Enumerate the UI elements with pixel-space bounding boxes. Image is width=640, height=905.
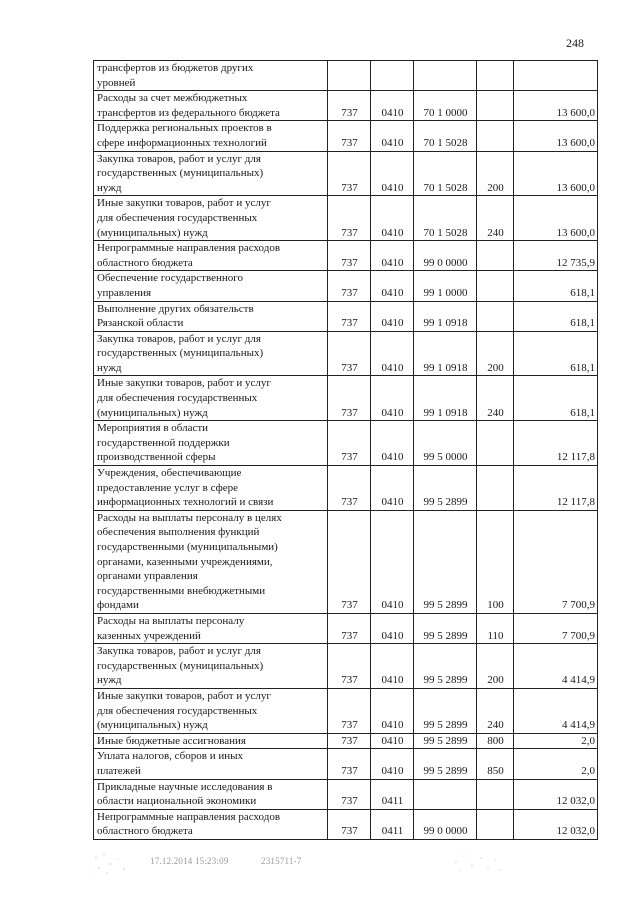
footer-code: 2315711-7 — [261, 856, 302, 866]
cell-amount-text: 13 600,0 — [556, 226, 595, 239]
cell-expense-type — [477, 331, 514, 376]
cell-amount — [514, 61, 598, 91]
cell-amount — [514, 121, 598, 151]
cell-ved-text: 737 — [341, 451, 358, 464]
cell-target-article — [414, 271, 477, 301]
cell-expense-type-text: 110 — [487, 629, 504, 642]
cell-section-text: 0410 — [381, 286, 404, 299]
cell-expense-type — [477, 510, 514, 613]
cell-ved-text: 737 — [341, 674, 358, 687]
cell-section-text: 0411 — [381, 825, 404, 838]
table-row — [94, 61, 598, 91]
cell-name-text: Прикладные научные исследования в области национальной экономики — [97, 780, 273, 808]
cell-amount — [514, 196, 598, 241]
cell-target-article — [414, 421, 477, 466]
cell-name-text: Непрограммные направления расходов областного бюджета — [97, 810, 281, 838]
cell-section-text: 0410 — [381, 106, 404, 119]
cell-name-text: Иные закупки товаров, работ и услуг для обеспечения государственных (муниципальных) нужд — [97, 197, 271, 239]
cell-name — [94, 271, 328, 301]
cell-section — [371, 61, 414, 91]
cell-section — [371, 241, 414, 271]
cell-expense-type — [477, 809, 514, 839]
cell-target-article — [414, 376, 477, 421]
cell-ved — [328, 301, 371, 331]
cell-name-text: Иные закупки товаров, работ и услуг для обеспечения государственных (муниципальных) нужд — [97, 377, 271, 419]
cell-amount-text: 7 700,9 — [562, 599, 595, 612]
cell-amount-text: 13 600,0 — [556, 106, 595, 119]
cell-name — [94, 376, 328, 421]
cell-expense-type — [477, 421, 514, 466]
cell-ved — [328, 151, 371, 196]
cell-section — [371, 613, 414, 643]
cell-ved-text: 737 — [341, 734, 358, 747]
cell-ved-text: 737 — [341, 226, 358, 239]
cell-amount — [514, 779, 598, 809]
cell-target-article-text: 99 1 0918 — [423, 406, 468, 419]
cell-ved — [328, 271, 371, 301]
cell-name — [94, 196, 328, 241]
table-row — [94, 301, 598, 331]
cell-name-text: Закупка товаров, работ и услуг для государственных (муниципальных) нужд — [97, 332, 264, 374]
cell-section — [371, 331, 414, 376]
cell-ved — [328, 779, 371, 809]
cell-ved — [328, 421, 371, 466]
cell-section — [371, 196, 414, 241]
cell-ved — [328, 749, 371, 779]
cell-section-text: 0410 — [381, 674, 404, 687]
cell-target-article — [414, 151, 477, 196]
table-row — [94, 241, 598, 271]
cell-amount — [514, 466, 598, 511]
cell-name-text: Расходы на выплаты персоналу в целях обеспечения выполнения функций государственными (муниципальными) органами, казенными учреждениями, органами управления государственными внебюджетными фондами — [97, 511, 282, 612]
cell-name — [94, 688, 328, 733]
cell-target-article-text: 99 5 2899 — [423, 764, 468, 777]
cell-name-text: Уплата налогов, сборов и иных платежей — [97, 750, 244, 777]
cell-ved-text: 737 — [341, 317, 358, 330]
cell-amount-text: 2,0 — [581, 764, 595, 777]
cell-ved — [328, 733, 371, 749]
cell-name — [94, 421, 328, 466]
cell-name — [94, 510, 328, 613]
cell-target-article — [414, 301, 477, 331]
cell-amount — [514, 271, 598, 301]
cell-expense-type-text: 200 — [487, 181, 504, 194]
cell-ved — [328, 644, 371, 689]
table-row — [94, 466, 598, 511]
cell-name-text: Мероприятия в области государственной поддержки производственной сферы — [97, 422, 230, 464]
cell-section — [371, 421, 414, 466]
footer-timestamp: 17.12.2014 15:23:09 — [150, 856, 229, 866]
cell-ved-text: 737 — [341, 361, 358, 374]
cell-target-article — [414, 779, 477, 809]
cell-expense-type-text: 240 — [487, 226, 504, 239]
cell-amount — [514, 331, 598, 376]
table-row — [94, 376, 598, 421]
cell-target-article-text: 70 1 5028 — [423, 226, 468, 239]
cell-name — [94, 779, 328, 809]
cell-target-article — [414, 61, 477, 91]
cell-section-text: 0410 — [381, 406, 404, 419]
cell-target-article — [414, 196, 477, 241]
cell-ved-text: 737 — [341, 764, 358, 777]
cell-expense-type-text: 240 — [487, 406, 504, 419]
cell-name — [94, 91, 328, 121]
cell-section — [371, 749, 414, 779]
cell-expense-type — [477, 613, 514, 643]
cell-target-article-text: 99 1 0918 — [423, 317, 468, 330]
cell-amount — [514, 688, 598, 733]
cell-target-article-text: 70 1 5028 — [423, 181, 468, 194]
cell-section-text: 0410 — [381, 181, 404, 194]
cell-amount — [514, 749, 598, 779]
cell-name — [94, 331, 328, 376]
cell-expense-type-text: 200 — [487, 674, 504, 687]
cell-amount-text: 7 700,9 — [562, 629, 595, 642]
cell-name — [94, 241, 328, 271]
cell-name — [94, 301, 328, 331]
cell-expense-type — [477, 271, 514, 301]
cell-expense-type-text: 100 — [487, 599, 504, 612]
cell-section-text: 0410 — [381, 629, 404, 642]
cell-section-text: 0410 — [381, 451, 404, 464]
cell-target-article — [414, 644, 477, 689]
cell-target-article — [414, 809, 477, 839]
cell-amount — [514, 241, 598, 271]
cell-name-text: Закупка товаров, работ и услуг для государственных (муниципальных) нужд — [97, 645, 264, 687]
cell-amount — [514, 151, 598, 196]
cell-section-text: 0410 — [381, 496, 404, 509]
table-row — [94, 196, 598, 241]
cell-target-article-text: 99 0 0000 — [423, 825, 468, 838]
cell-amount — [514, 91, 598, 121]
table-row — [94, 510, 598, 613]
cell-section — [371, 644, 414, 689]
cell-amount-text: 2,0 — [581, 734, 595, 747]
cell-section — [371, 376, 414, 421]
cell-ved-text: 737 — [341, 825, 358, 838]
cell-name-text: Иные закупки товаров, работ и услуг для обеспечения государственных (муниципальных) нужд — [97, 689, 271, 732]
cell-target-article — [414, 613, 477, 643]
table-row — [94, 271, 598, 301]
cell-target-article — [414, 241, 477, 271]
cell-section-text: 0410 — [381, 599, 404, 612]
cell-amount — [514, 421, 598, 466]
cell-expense-type — [477, 301, 514, 331]
cell-name — [94, 733, 328, 749]
cell-expense-type — [477, 61, 514, 91]
cell-ved-text: 737 — [341, 795, 358, 808]
cell-target-article — [414, 733, 477, 749]
table-row — [94, 809, 598, 839]
cell-section-text: 0410 — [381, 719, 404, 732]
cell-ved-text: 737 — [341, 136, 358, 149]
cell-expense-type — [477, 733, 514, 749]
cell-target-article-text: 99 5 2899 — [423, 629, 468, 642]
cell-target-article — [414, 91, 477, 121]
cell-target-article-text: 99 5 0000 — [423, 451, 468, 464]
cell-amount-text: 12 117,8 — [556, 451, 595, 464]
cell-section-text: 0411 — [381, 795, 404, 808]
cell-amount-text: 12 117,8 — [556, 496, 595, 509]
cell-amount-text: 12 032,0 — [556, 795, 595, 808]
cell-target-article — [414, 688, 477, 733]
cell-target-article — [414, 510, 477, 613]
cell-name — [94, 749, 328, 779]
cell-amount-text: 13 600,0 — [556, 181, 595, 194]
page-number: 248 — [566, 36, 584, 50]
cell-name — [94, 644, 328, 689]
cell-name — [94, 466, 328, 511]
cell-target-article-text: 70 1 5028 — [423, 136, 468, 149]
cell-name-text: Закупка товаров, работ и услуг для государственных (муниципальных) нужд — [97, 152, 264, 194]
table-row — [94, 688, 598, 733]
cell-ved — [328, 241, 371, 271]
cell-expense-type — [477, 241, 514, 271]
table-row — [94, 749, 598, 779]
cell-expense-type — [477, 91, 514, 121]
cell-section — [371, 809, 414, 839]
cell-section-text: 0410 — [381, 136, 404, 149]
cell-expense-type-text: 850 — [487, 764, 504, 777]
cell-ved-text: 737 — [341, 181, 358, 194]
cell-target-article-text: 99 5 2899 — [423, 496, 468, 509]
cell-section — [371, 779, 414, 809]
cell-ved-text: 737 — [341, 406, 358, 419]
cell-ved — [328, 61, 371, 91]
cell-section-text: 0410 — [381, 361, 404, 374]
cell-expense-type — [477, 644, 514, 689]
cell-section — [371, 688, 414, 733]
cell-section — [371, 733, 414, 749]
cell-target-article-text: 99 0 0000 — [423, 256, 468, 269]
cell-ved-text: 737 — [341, 496, 358, 509]
table-row — [94, 779, 598, 809]
cell-expense-type — [477, 466, 514, 511]
cell-name-text: трансфертов из бюджетов других уровней — [97, 62, 254, 89]
cell-ved-text: 737 — [341, 599, 358, 612]
cell-amount-text: 4 414,9 — [562, 674, 595, 687]
cell-name-text: Поддержка региональных проектов в сфере информационных технологий — [97, 122, 272, 149]
cell-ved — [328, 121, 371, 151]
cell-target-article-text: 99 5 2899 — [423, 734, 468, 747]
cell-amount — [514, 733, 598, 749]
cell-target-article — [414, 121, 477, 151]
budget-table — [93, 60, 598, 840]
cell-amount — [514, 809, 598, 839]
cell-name-text: Непрограммные направления расходов областного бюджета — [97, 242, 281, 269]
cell-amount — [514, 644, 598, 689]
cell-amount — [514, 301, 598, 331]
cell-ved-text: 737 — [341, 629, 358, 642]
cell-ved — [328, 688, 371, 733]
cell-section — [371, 91, 414, 121]
cell-name-text: Обеспечение государственного управления — [97, 272, 243, 299]
cell-amount-text: 13 600,0 — [556, 136, 595, 149]
cell-target-article — [414, 749, 477, 779]
cell-amount-text: 618,1 — [570, 317, 595, 330]
cell-expense-type — [477, 749, 514, 779]
cell-ved-text: 737 — [341, 719, 358, 732]
cell-ved — [328, 91, 371, 121]
cell-target-article-text: 99 5 2899 — [423, 674, 468, 687]
cell-target-article-text: 99 1 0000 — [423, 286, 468, 299]
cell-section — [371, 121, 414, 151]
table-row — [94, 91, 598, 121]
cell-amount-text: 618,1 — [570, 406, 595, 419]
table-row — [94, 151, 598, 196]
cell-name-text: Иные бюджетные ассигнования — [97, 734, 246, 747]
cell-name — [94, 121, 328, 151]
cell-ved — [328, 196, 371, 241]
cell-expense-type — [477, 196, 514, 241]
cell-target-article-text: 99 5 2899 — [423, 719, 468, 732]
cell-expense-type — [477, 779, 514, 809]
cell-name-text: Учреждения, обеспечивающие предоставление услуг в сфере информационных технологий и связи — [97, 467, 274, 509]
table-row — [94, 733, 598, 749]
table-row — [94, 644, 598, 689]
table-row — [94, 121, 598, 151]
cell-expense-type-text: 800 — [487, 734, 504, 747]
cell-expense-type — [477, 121, 514, 151]
footer-stamp — [150, 856, 331, 866]
cell-name — [94, 61, 328, 91]
cell-section — [371, 271, 414, 301]
table-row — [94, 613, 598, 643]
budget-table-body — [94, 61, 598, 840]
cell-expense-type — [477, 376, 514, 421]
cell-amount-text: 4 414,9 — [562, 719, 595, 732]
cell-name — [94, 613, 328, 643]
cell-expense-type — [477, 151, 514, 196]
cell-amount-text: 12 032,0 — [556, 825, 595, 838]
cell-ved — [328, 809, 371, 839]
cell-target-article-text: 99 5 2899 — [423, 599, 468, 612]
cell-target-article — [414, 466, 477, 511]
cell-name — [94, 809, 328, 839]
cell-expense-type-text: 200 — [487, 361, 504, 374]
cell-amount-text: 12 735,9 — [556, 256, 595, 269]
scan-artifact-left — [90, 850, 150, 876]
cell-section-text: 0410 — [381, 226, 404, 239]
cell-ved — [328, 331, 371, 376]
cell-name-text: Расходы за счет межбюджетных трансфертов из федерального бюджета — [97, 92, 280, 119]
cell-name-text: Расходы на выплаты персоналу казенных учреждений — [97, 614, 245, 642]
cell-ved — [328, 613, 371, 643]
cell-target-article — [414, 331, 477, 376]
cell-amount — [514, 376, 598, 421]
cell-amount-text: 618,1 — [570, 361, 595, 374]
cell-section — [371, 301, 414, 331]
cell-section-text: 0410 — [381, 734, 404, 747]
cell-ved — [328, 376, 371, 421]
cell-expense-type — [477, 688, 514, 733]
cell-target-article-text: 70 1 0000 — [423, 106, 468, 119]
cell-ved — [328, 466, 371, 511]
cell-amount-text: 618,1 — [570, 286, 595, 299]
cell-section-text: 0410 — [381, 317, 404, 330]
cell-ved-text: 737 — [341, 286, 358, 299]
table-row — [94, 421, 598, 466]
cell-expense-type-text: 240 — [487, 719, 504, 732]
cell-section — [371, 466, 414, 511]
cell-name-text: Выполнение других обязательств Рязанской области — [97, 302, 254, 330]
cell-target-article-text: 99 1 0918 — [423, 361, 468, 374]
cell-amount — [514, 613, 598, 643]
table-row — [94, 331, 598, 376]
cell-ved-text: 737 — [341, 106, 358, 119]
cell-section-text: 0410 — [381, 256, 404, 269]
cell-amount — [514, 510, 598, 613]
cell-section-text: 0410 — [381, 764, 404, 777]
scan-artifact-right — [448, 850, 508, 876]
cell-section — [371, 151, 414, 196]
cell-ved — [328, 510, 371, 613]
cell-name — [94, 151, 328, 196]
cell-ved-text: 737 — [341, 256, 358, 269]
cell-section — [371, 510, 414, 613]
